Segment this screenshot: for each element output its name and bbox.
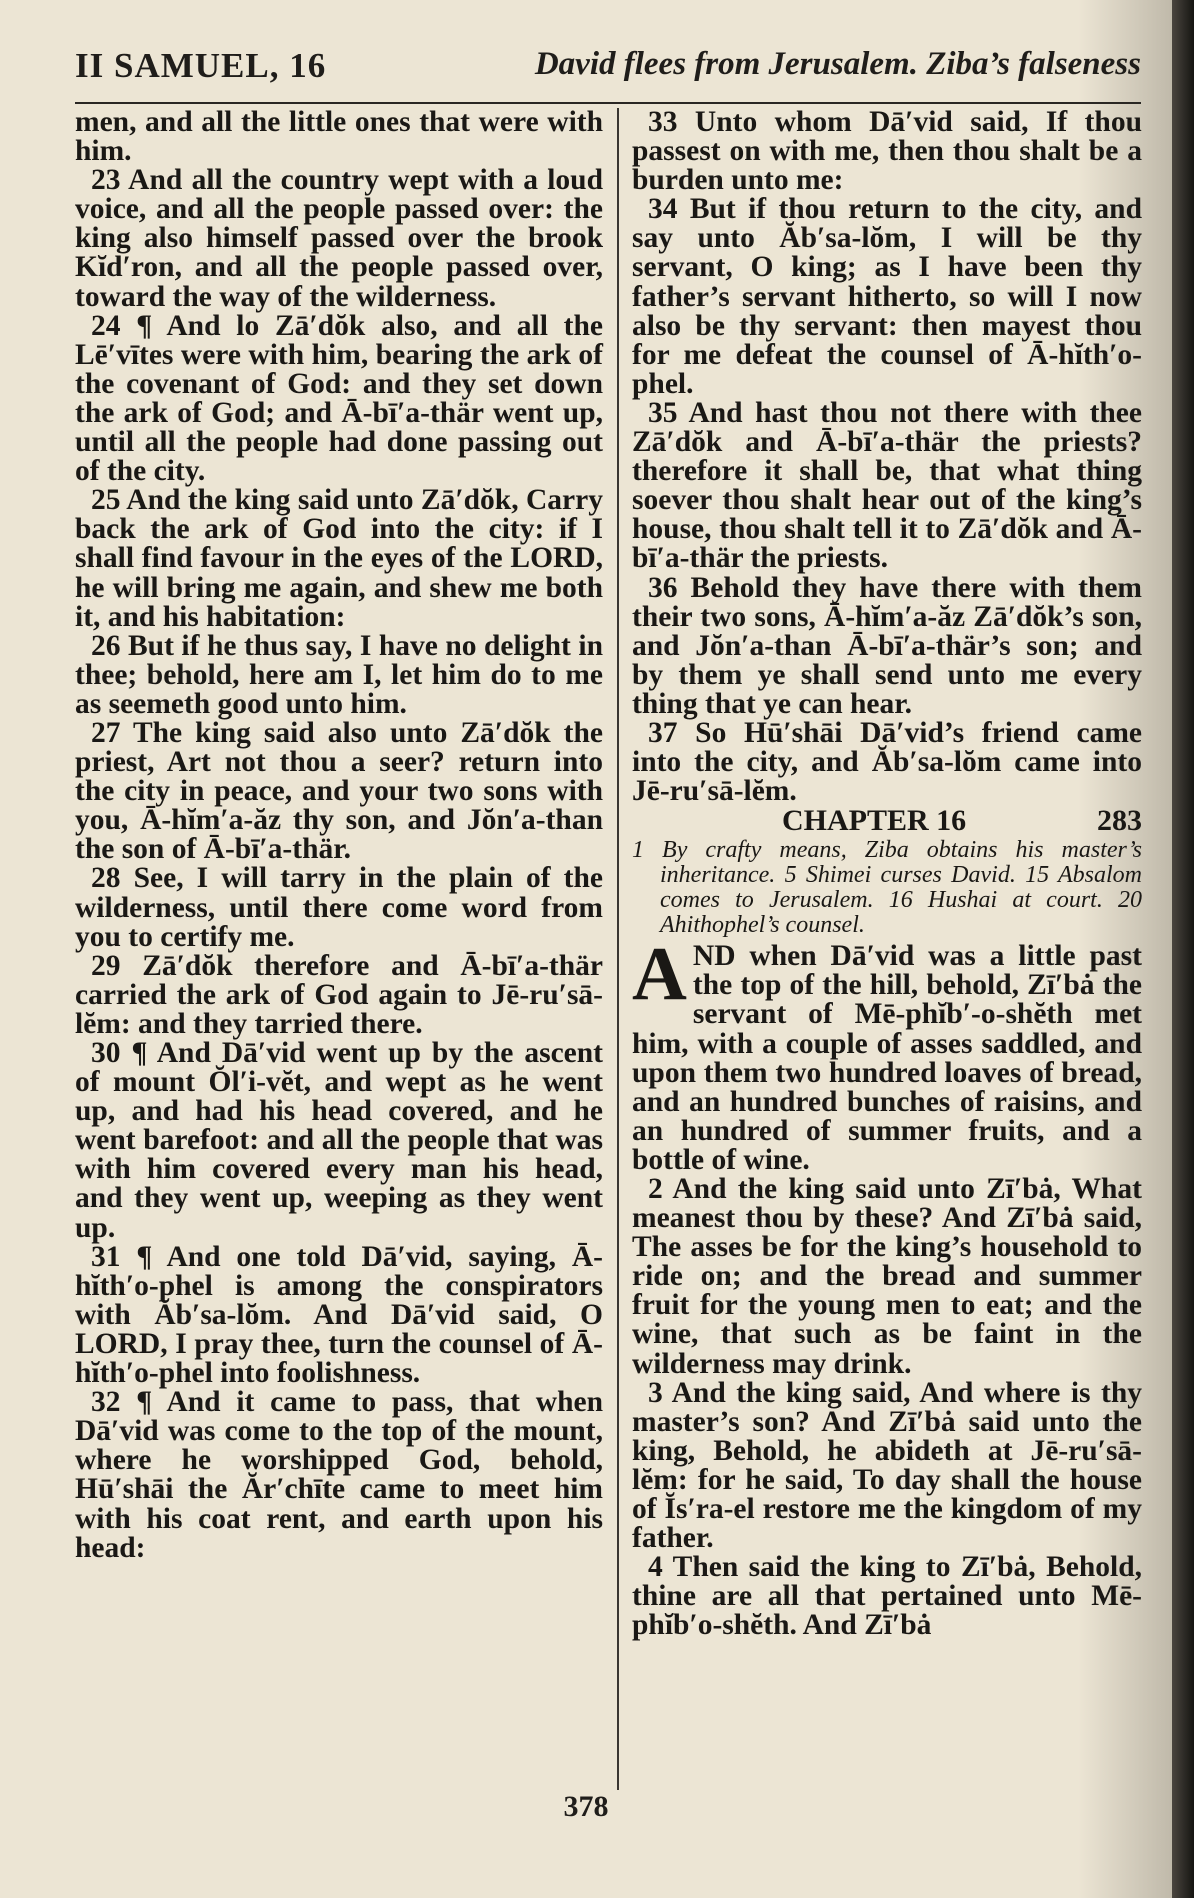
verse-1: ND when Dā′vid was a little past the top of the hill, behold, Zī′bȧ the servant of Mē-phĭb′-o-shĕth met him, with a couple of asses saddled, and upon them two hundred loaves of bread, and an hundred bunches of raisins, and an hundred of summer fruits, and a bottle of wine. [632, 940, 1142, 1176]
verse-35: 35 And hast thou not there with thee Zā′dŏk and Ā-bī′a-thär the priests? therefore it shall be, that what thing soever thou shalt hear out of the king’s house, thou shalt tell it to Zā′dŏk and Ā-bī′a-thär the priests. [632, 396, 1142, 575]
verse-31: 31 ¶ And one told Dā′vid, saying, Ā-hĭth′o-phel is among the conspirators with Ăb′sa-lŏm. And Dā′vid said, O LORD, I pray thee, turn the counsel of Ā-hĭth′o-phel into foolishness. [75, 1240, 603, 1390]
page-number: 378 [563, 1790, 609, 1823]
drop-cap: A [632, 932, 687, 1017]
column-divider [617, 108, 619, 1790]
verse-2: 2 And the king said unto Zī′bȧ, What meanest thou by these? And Zī′bȧ said, The asses be for the king’s household to ride on; and the bread and summer fruit for the young men to eat; and the wine, that such as be faint in the wilderness may drink. [632, 1173, 1142, 1380]
verse-33: 33 Unto whom Dā′vid said, If thou passest on with me, then thou shalt be a burden unto me: [632, 106, 1142, 197]
chapter-title: CHAPTER 16 [782, 804, 967, 838]
chapter-opening [632, 932, 1142, 1176]
verse-37: 37 So Hū′shāi Dā′vid’s friend came into the city, and Ăb′sa-lŏm came into Jē-ru′sā-lĕm. [632, 716, 1142, 808]
running-head [75, 46, 1141, 96]
verse-29: 29 Zā′dŏk therefore and Ā-bī′a-thär carried the ark of God again to Jē-ru′sā-lĕm: and they tarried there. [75, 949, 603, 1040]
right-column [632, 108, 1142, 1641]
running-title: David flees from Jerusalem. Ziba’s falseness [534, 46, 1141, 82]
verse-27: 27 The king said also unto Zā′dŏk the priest, Art not thou a seer? return into the city in peace, and your two sons with you, Ā-hĭm′a-ăz thy son, and Jŏn′a-than the son of Ā-bī′a-thär. [75, 716, 603, 866]
book-chapter-header: II SAMUEL, 16 [75, 46, 327, 85]
chapter-reference-number: 283 [1097, 804, 1142, 838]
verse-36: 36 Behold they have there with them their two sons, Ā-hĭm′a-ăz Zā′dŏk’s son, and Jŏn′a-than Ā-bī′a-thär’s son; and by them ye shall send unto me every thing that ye can hear. [632, 571, 1142, 720]
book-spine-edge [1172, 0, 1194, 1898]
verse-3: 3 And the king said, And where is thy master’s son? And Zī′bȧ said unto the king, Behold, he abideth at Jē-ru′sā-lĕm: for he said, To day shall the house of Ĭs′ra-el restore me the kingdom of my father. [632, 1376, 1142, 1555]
verse-30: 30 ¶ And Dā′vid went up by the ascent of mount Ŏl′i-vĕt, and wept as he went up, and had his head covered, and he went barefoot: and all the people that was with him covered every man his head, and they went up, weeping as they went up. [75, 1037, 603, 1244]
verse-32: 32 ¶ And it came to pass, that when Dā′vid was come to the top of the mount, where he worshipped God, behold, Hū′shāi the Ăr′chīte came to meet him with his coat rent, and earth upon his head: [75, 1386, 603, 1564]
left-column [75, 108, 603, 1563]
verse-23: 23 And all the country wept with a loud voice, and all the people passed over: the king also himself passed over the brook Kĭd′ron, and all the people passed over, toward the way of the wilderness. [75, 164, 603, 313]
verse-text: men, and all the little ones that were with him. [75, 106, 603, 168]
header-rule [75, 102, 1141, 104]
verse-26: 26 But if he thus say, I have no delight in thee; behold, here am I, let him do to me as seemeth good unto him. [75, 629, 603, 720]
chapter-heading [632, 806, 1142, 836]
verse-25: 25 And the king said unto Zā′dŏk, Carry back the ark of God into the city: if I shall find favour in the eyes of the LORD, he will bring me again, and shew me both it, and his habitation: [75, 484, 603, 633]
verse-24: 24 ¶ And lo Zā′dŏk also, and all the Lē′vītes were with him, bearing the ark of the covenant of God: and they set down the ark of God; and Ā-bī′a-thär went up, until all the people had done passing out of the city. [75, 309, 603, 488]
verse-4: 4 Then said the king to Zī′bȧ, Behold, thine are all that pertained unto Mē-phĭb′o-shĕth. And Zī′bȧ [632, 1551, 1142, 1642]
verse-28: 28 See, I will tarry in the plain of the wilderness, until there come word from you to certify me. [75, 862, 603, 953]
verse-34: 34 But if thou return to the city, and say unto Ăb′sa-lŏm, I will be thy servant, O king; as I have been thy father’s servant hitherto, so will I now also be thy servant: then mayest thou for me defeat the counsel of Ā-hĭth′o-phel. [632, 193, 1142, 400]
chapter-summary: 1 By crafty means, Ziba obtains his master’s inheritance. 5 Shimei curses David. 15 Absalom comes to Jerusalem. 16 Hushai at court. 20 Ahithophel’s counsel. [632, 837, 1142, 939]
